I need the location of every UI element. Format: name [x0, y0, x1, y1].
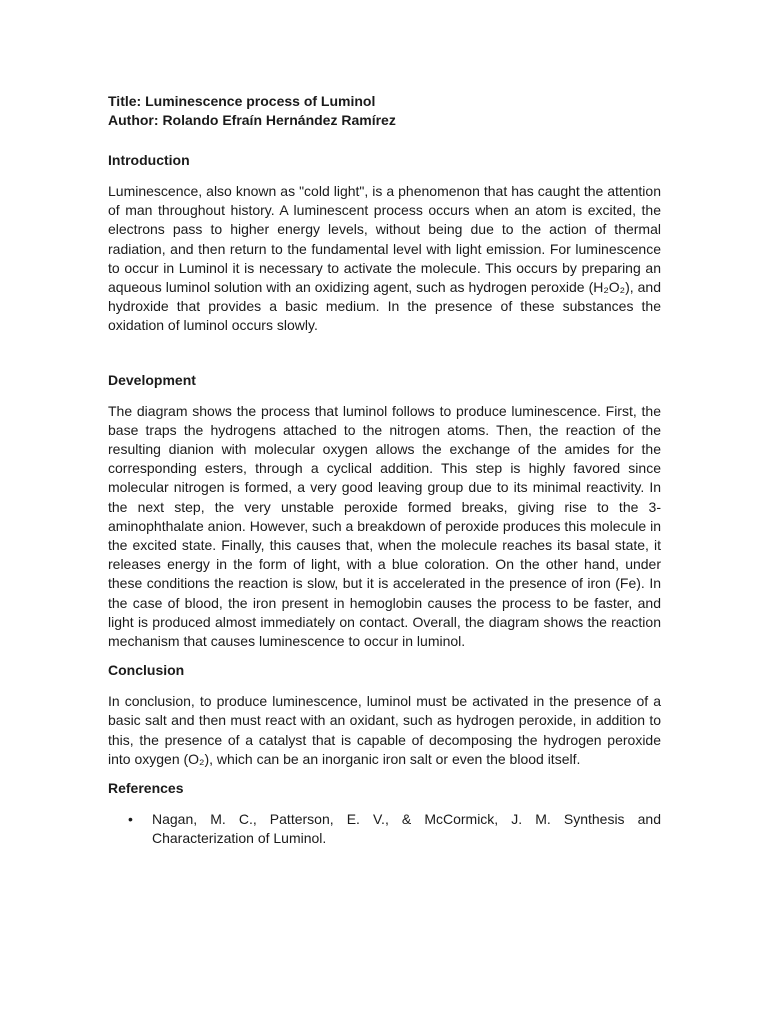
title-label: Title:: [108, 93, 142, 109]
title-line: [108, 92, 661, 111]
references-list: [108, 810, 661, 848]
development-paragraph: The diagram shows the process that luminol follows to produce luminescence. First, the base traps the hydrogens attached to the nitrogen atoms. Then, the reaction of the resulting dianion with molecular oxygen allows the exchange of the amides for the corresponding esters, through a cyclical addition. This step is highly favored since molecular nitrogen is formed, a very good leaving group due to its minimal reactivity. In the next step, the very unstable peroxide formed breaks, giving rise to the 3-aminophthalate anion. However, such a breakdown of peroxide produces this molecule in the excited state. Finally, this causes that, when the molecule reaches its basal state, it releases energy in the form of light, with a blue coloration. On the other hand, under these conditions the reaction is slow, but it is accelerated in the presence of iron (Fe). In the case of blood, the iron present in hemoglobin causes the process to be faster, and light is produced almost immediately on contact. Overall, the diagram shows the reaction mechanism that causes luminescence to occur in luminol.: [108, 402, 661, 650]
introduction-paragraph: Luminescence, also known as "cold light", is a phenomenon that has caught the attention of man throughout history. A luminescent process occurs when an atom is excited, the electrons pass to higher energy levels, without being due to the action of thermal radiation, and then return to the fundamental level with light emission. For luminescence to occur in Luminol it is necessary to activate the molecule. This occurs by preparing an aqueous luminol solution with an oxidizing agent, such as hydrogen peroxide (H₂O₂), and hydroxide that provides a basic medium. In the presence of these substances the oxidation of luminol occurs slowly.: [108, 183, 661, 334]
document-author: Rolando Efraín Hernández Ramírez: [162, 112, 396, 128]
introduction-heading: Introduction: [108, 152, 190, 168]
conclusion-paragraph: In conclusion, to produce luminescence, luminol must be activated in the presence of a basic salt and then must react with an oxidant, such as hydrogen peroxide, in addition to this, the presence of a catalyst that is capable of decomposing the hydrogen peroxide into oxygen (O₂), which can be an inorganic iron salt or even the blood itself.: [108, 693, 661, 767]
author-line: [108, 111, 661, 130]
author-label: Author:: [108, 112, 159, 128]
reference-text: Nagan, M. C., Patterson, E. V., & McCormick, J. M. Synthesis and Characterization of Luminol.: [152, 811, 661, 847]
reference-item: [108, 810, 661, 848]
document-page: [108, 92, 661, 848]
development-heading: Development: [108, 371, 196, 388]
conclusion-heading: Conclusion: [108, 662, 185, 679]
bullet-icon: •: [128, 811, 133, 828]
references-heading: References: [108, 780, 184, 797]
document-title: Luminescence process of Luminol: [145, 93, 376, 109]
